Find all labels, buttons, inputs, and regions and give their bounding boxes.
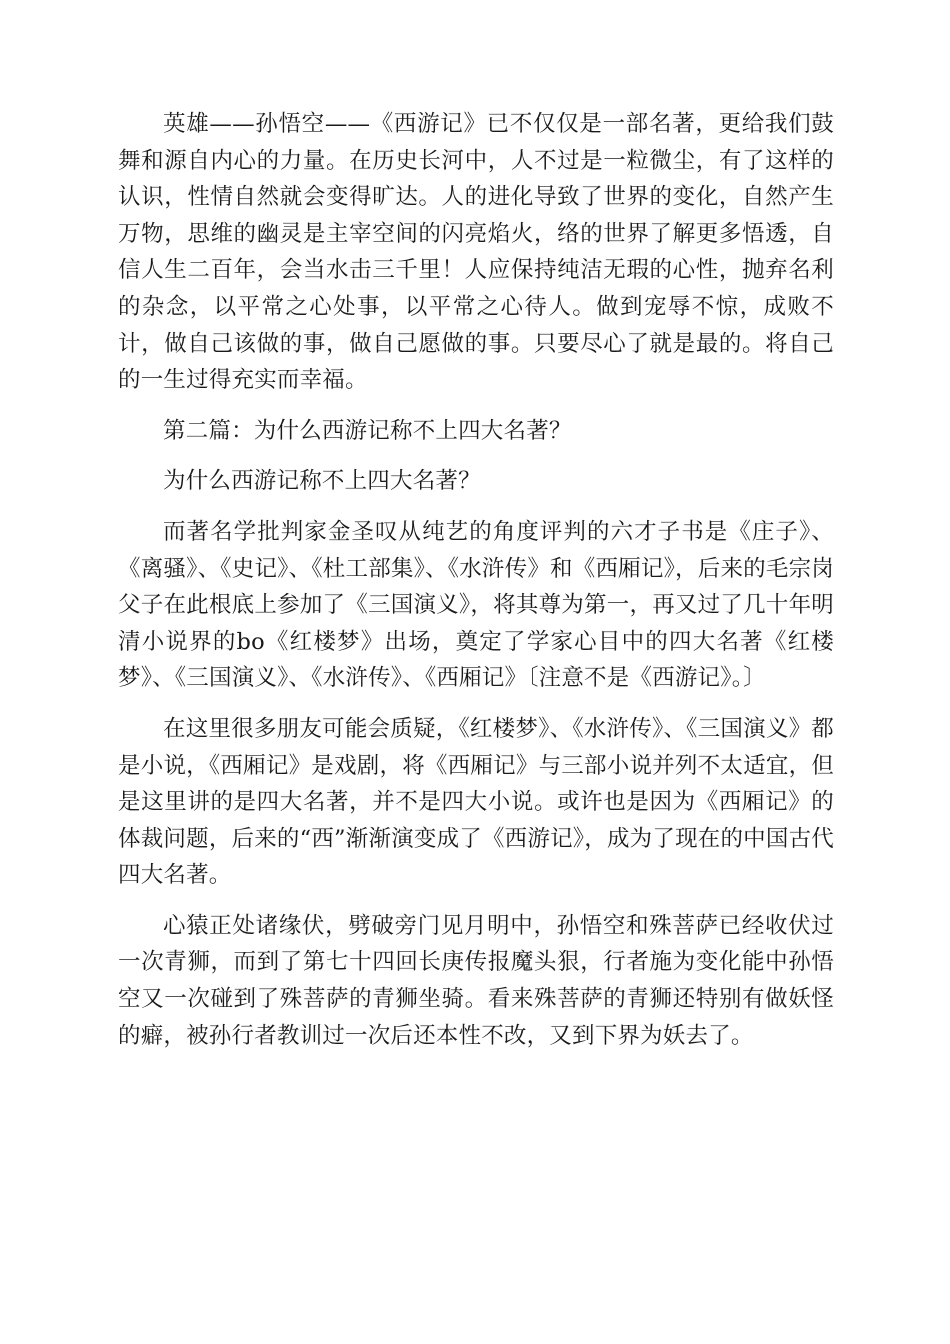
- paragraph-six-talent-books: 而著名学批判家金圣叹从纯艺的角度评判的六才子书是《庄子》、《离骚》、《史记》、《杜工部集》、《水浒传》和《西厢记》，后来的毛宗岗父子在此根底上参加了《三国演义》，将其尊为第一，再又过了几十年明清小说界的bo《红楼梦》出场，奠定了学家心目中的四大名著《红楼梦》、《三国演义》、《水浒传》、《西厢记》〔注意不是《西游记》。〕: [118, 518, 834, 692]
- section-question: 为什么西游记称不上四大名著？: [163, 468, 481, 495]
- paragraph-wukong-hero: 英雄——孙悟空——《西游记》已不仅仅是一部名著，更给我们鼓舞和源自内心的力量。在历史长河中，人不过是一粒微尘，有了这样的认识，性情自然就会变得旷达。人的进化导致了世界的变化，自然产生万物，思维的幽灵是主宰空间的闪亮焰火，络的世界了解更多悟透，自信人生二百年，会当水击三千里！人应保持纯洁无瑕的心性，抛弃名利的杂念，以平常之心处事，以平常之心待人。做到宠辱不惊，成败不计，做自己该做的事，做自己愿做的事。只要尽心了就是最的。将自己的一生过得充实而幸福。: [118, 111, 834, 394]
- document-page: [118, 106, 834, 1068]
- section-heading-part-two: 第二篇：为什么西游记称不上四大名著？: [163, 417, 572, 444]
- paragraph-green-lion: 心猿正处诸缘伏，劈破旁门见月明中，孙悟空和殊菩萨已经收伏过一次青狮，而到了第七十四回长庚传报魔头狠，行者施为变化能中孙悟空又一次碰到了殊菩萨的青狮坐骑。看来殊菩萨的青狮还特别有做妖怪的癖，被孙行者教训过一次后还本性不改，又到下界为妖去了。: [118, 912, 834, 1049]
- paragraph-xixiangji-question: 在这里很多朋友可能会质疑，《红楼梦》、《水浒传》、《三国演义》都是小说，《西厢记》是戏剧，将《西厢记》与三部小说并列不太适宜，但是这里讲的是四大名著，并不是四大小说。或许也是因为《西厢记》的体裁问题，后来的“西”渐渐演变成了《西游记》，成为了现在的中国古代四大名著。: [118, 715, 834, 889]
